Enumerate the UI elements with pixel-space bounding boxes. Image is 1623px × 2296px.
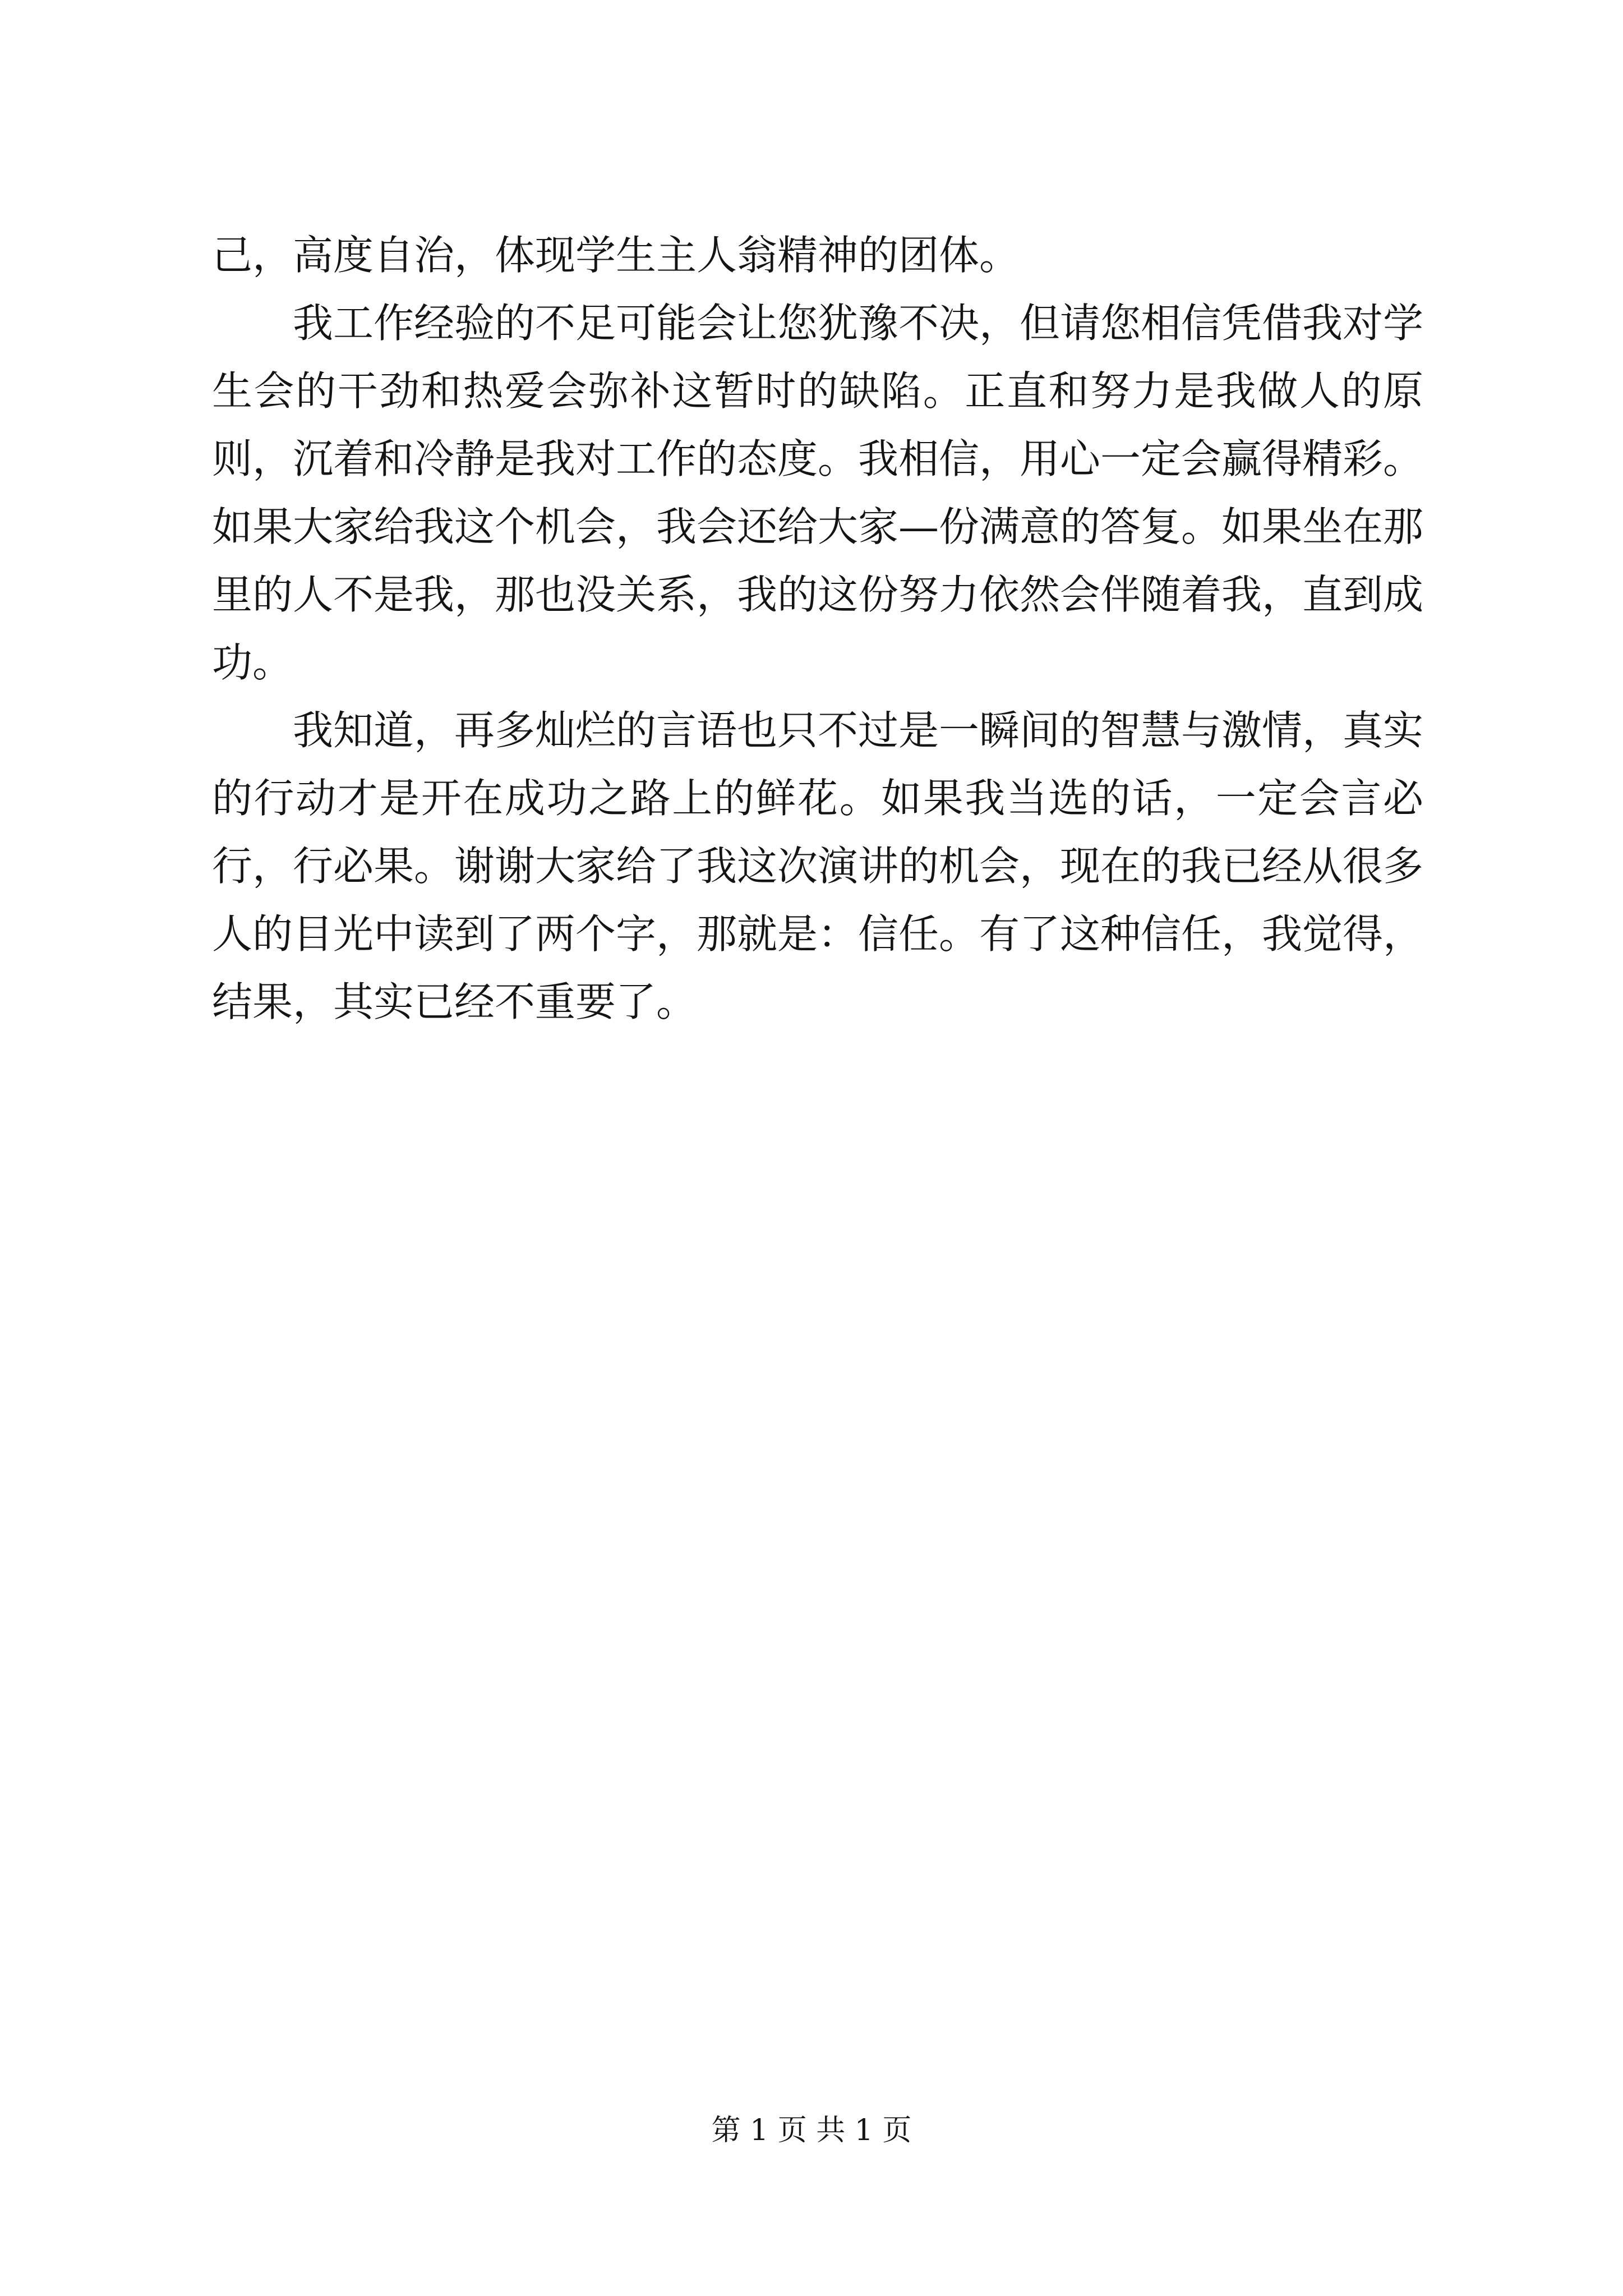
paragraph-closing: 我知道，再多灿烂的言语也只不过是一瞬间的智慧与激情，真实的行动才是开在成功之路上的鲜花。如果我当选的话，一定会言必行，行必果。谢谢大家给了我这次演讲的机会，现在的我已经从很多人的目光中读到了两个字，那就是：信任。有了这种信任，我觉得，结果，其实已经不重要了。 — [212, 707, 1424, 1025]
paragraph-continuation: 己，高度自治，体现学生主人翁精神的团体。 — [212, 232, 1020, 279]
page-footer: 第 1 页 共 1 页 — [711, 2114, 912, 2147]
paragraph-work-experience: 我工作经验的不足可能会让您犹豫不决，但请您相信凭借我对学生会的干劲和热爱会弥补这暂时的缺陷。正直和努力是我做人的原则，沉着和冷静是我对工作的态度。我相信，用心一定会赢得精彩。如果大家给我这个机会，我会还给大家—份满意的答复。如果坐在那里的人不是我，那也没关系，我的这份努力依然会伴随着我，直到成功。 — [212, 300, 1424, 686]
document-body — [212, 222, 1423, 1036]
